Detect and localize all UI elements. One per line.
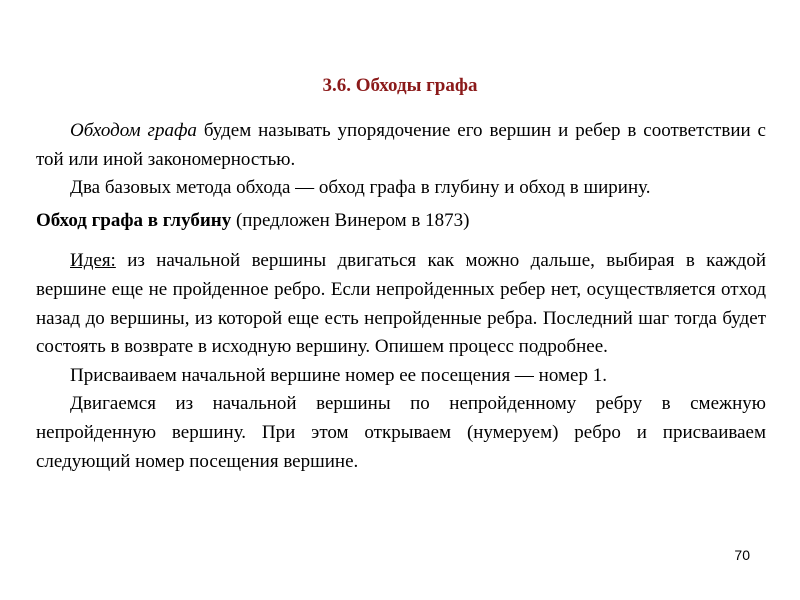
slide-body: [36, 117, 766, 476]
methods-paragraph: Два базовых метода обхода — обход графа в глубину и обход в ширину.: [70, 177, 651, 199]
definition-term: Обходом графа: [70, 120, 197, 141]
dfs-heading-note: (предложен Винером в 1873): [231, 209, 470, 231]
step2-paragraph: Двигаемся из начальной вершины по непройденному ребру в смежную непройденную вершину. При этом открываем (нумеруем) ребро и присваиваем следующий номер посещения вершине.: [36, 393, 766, 472]
section-title: 3.6. Обходы графа: [322, 75, 478, 96]
idea-label: Идея:: [70, 250, 116, 272]
dfs-heading-bold: Обход графа в глубину: [36, 209, 232, 231]
idea-text: из начальной вершины двигаться как можно дальше, выбирая в каждой вершине еще не пройденное ребро. Если непройденных ребер нет, осуществляется отход назад до вершины, из которой еще есть непройденные ребра. Последний шаг тогда будет состоять в возврате в исходную вершину. Опишем процесс подробнее.: [36, 250, 766, 358]
page-number: 70: [734, 547, 750, 563]
idea-paragraph: [36, 247, 766, 361]
definition-text: будем называть упорядочение его вершин и ребер в соответствии с той или иной закономерностью.: [36, 120, 766, 170]
step1-paragraph: Присваиваем начальной вершине номер ее посещения — номер 1.: [70, 364, 607, 386]
dfs-heading: [36, 207, 766, 236]
definition-paragraph: [36, 117, 766, 174]
